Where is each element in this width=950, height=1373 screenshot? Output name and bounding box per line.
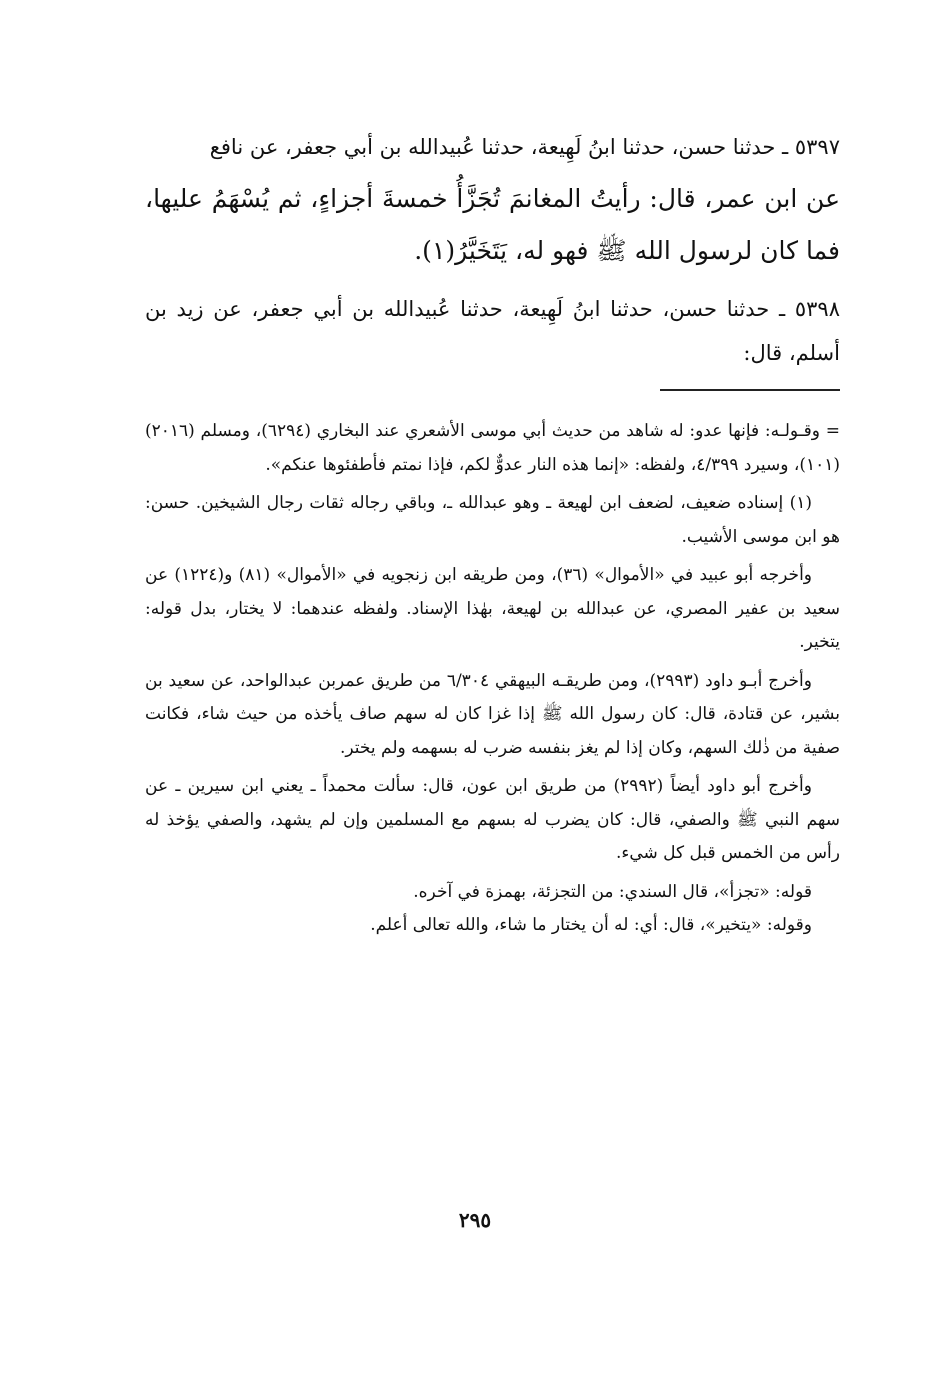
footnote-1-paragraph-3: وأخرج أبـو داود (٢٩٩٣)، ومن طريقـه البيهقي ٦/٣٠٤ من طريق عمربن عبدالواحد، عن سعيد بن بشير، عن قتادة، قال: كان رسول الله ﷺ إذا غزا كان له سهم صاف يأخذه من حيث شاء، فكانت صفية من ذٰلك السهم، وكان إذا لم يغز بنفسه ضرب له بسهمه ولم يختر. <box>145 670 840 758</box>
hadith-5397-isnad: ٥٣٩٧ ـ حدثنا حسن، حدثنا ابنُ لَهِيعة، حدثنا عُبيدالله بن أبي جعفر، عن نافع <box>209 135 840 159</box>
hadith-5398-isnad: ٥٣٩٨ ـ حدثنا حسن، حدثنا ابنُ لَهِيعة، حدثنا عُبيدالله بن أبي جعفر، عن زيد بن أسلم، قال: <box>145 297 840 365</box>
footnote-1-paragraph-1: (١) إسناده ضعيف، لضعف ابن لهيعة ـ وهو عبدالله ـ، وباقي رجاله ثقات رجال الشيخين. حسن: هو ابن موسى الأشيب. <box>145 493 840 547</box>
footnote-1-paragraph-4: وأخرج أبو داود أيضاً (٢٩٩٢) من طريق ابن عون، قال: سألت محمداً ـ يعني ابن سيرين ـ عن سهم النبي ﷺ والصفي، قال: كان يضرب له بسهم مع المسلمين وإن لم يشهد، والصفي يؤخذ له رأس من الخمس قبل كل شيء. <box>145 776 840 863</box>
footnote-1-paragraph-2: وأخرجه أبو عبيد في «الأموال» (٣٦)، ومن طريقه ابن زنجويه في «الأموال» (٨١) و(١٢٢٤) عن سعيد بن عفير المصري، عن عبدالله بن لهيعة، بهٰذا الإسناد. ولفظه عندهما: لا يختار، بدل قوله: يتخير. <box>145 565 840 652</box>
footnote-1-paragraph-6: وقوله: «يتخير»، قال: أي: له أن يختار ما شاء، والله تعالى أعلم. <box>370 915 812 935</box>
footnote-continuation: = وقـولـه: فإنها عدو: له شاهد من حديث أبي موسى الأشعري عند البخاري (٦٢٩٤)، ومسلم (٢٠١٦) (١٠١)، وسيرد ٤/٣٩٩، ولفظه: «إنما هذه النار عدوٌّ لكم، فإذا نمتم فأطفئوها عنكم». <box>145 421 840 475</box>
hadith-5397-matn: عن ابن عمر، قال: رأيتُ المغانمَ تُجَزَّأُ خمسةَ أجزاءٍ، ثم يُسْهَمُ عليها، فما كان لرسول الله ﷺ فهو له، يَتَخَيَّرُ(١). <box>145 184 840 265</box>
page-body <box>145 125 840 943</box>
page-number: ٢٩٥ <box>458 1208 492 1232</box>
footnote-divider <box>660 389 840 391</box>
footnote-1-paragraph-5: قوله: «تجزأ»، قال السندي: من التجزئة، بهمزة في آخره. <box>413 881 812 902</box>
